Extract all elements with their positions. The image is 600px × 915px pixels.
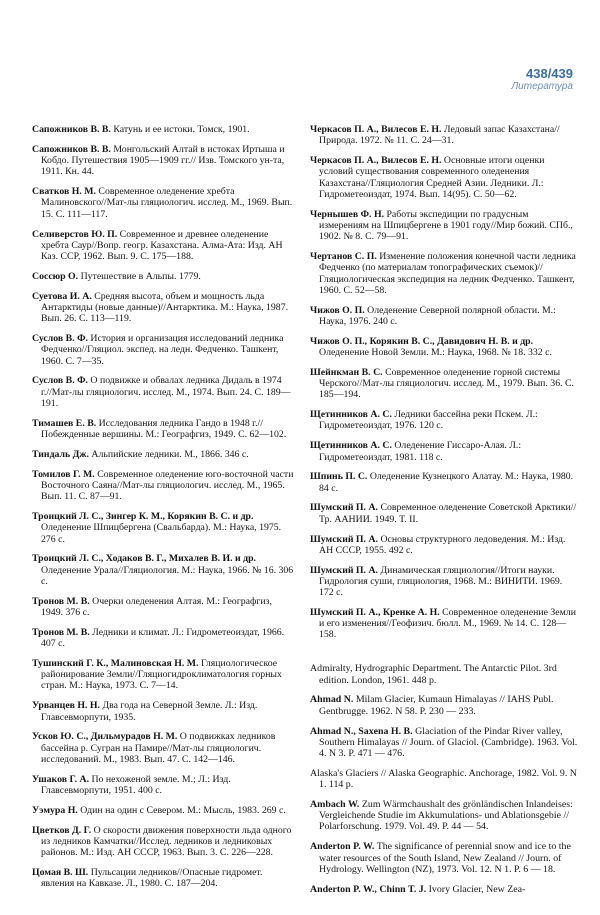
reference-text: Ледовый запас Казахстана//Природа. 1972. № 11. С. 24—31.	[319, 124, 560, 147]
reference-text: Оледенение Шпицбергена (Свальбарда). М.: Наука, 1975. 276 с.	[41, 522, 282, 545]
reference-text: Оледенение Новой Земли. М.: Наука, 1968. № 18. 332 с.	[319, 346, 552, 358]
reference-text: The significance of perennial snow and ice to the water resources of the South Island, New Zealand // Journ. of Hydrology. Wellington (NZ), 1973. Vol. 12. N 1. P. 6 — 18.	[319, 841, 571, 875]
reference-text: О подвижке и обвалах ледника Дидаль в 1974 г.//Мат-лы гляциологич. исслед. М., 1974. Вып. 24. С. 189—191.	[41, 375, 291, 409]
reference-text: Средняя высота, объем и мощность льда Антарктиды (новые данные)//Антарктика. М.: Наука, 1987. Вып. 26. С. 113—119.	[41, 290, 289, 325]
page-number: 438/439	[526, 66, 573, 81]
reference-entry	[310, 502, 578, 525]
reference-author: Сватков Н. М.	[32, 186, 96, 198]
reference-text: История и организация исследований ледника Федченко//Гляциол. экспед. на ледн. Федченко. Ташкент, 1960. С. 7—35.	[41, 333, 284, 367]
reference-author: Тиндаль Дж.	[32, 448, 89, 460]
reference-entry	[32, 375, 294, 409]
reference-entry	[310, 694, 578, 717]
reference-author: Тронов М. В.	[32, 595, 90, 607]
reference-author: Усков Ю. С., Дильмурадов Н. М.	[32, 731, 178, 743]
reference-text: Современное оледенение хребта Малиновского//Мат-лы гляциологич. исслед. М., 1969. Вып. 15. С. 111—117.	[41, 186, 293, 220]
reference-author: Цомая В. Ш.	[32, 866, 89, 878]
reference-author: Ambach W.	[310, 798, 360, 810]
reference-entry	[310, 534, 578, 557]
reference-entry	[32, 867, 294, 890]
page-header	[511, 66, 573, 93]
reference-author: Шумский П. А.	[310, 564, 378, 576]
reference-entry	[310, 607, 578, 641]
reference-text: Ледники и климат. Л.: Гидрометеоиздат, 1966. 407 с.	[41, 626, 285, 650]
reference-text: Исследования ледника Гандо в 1948 г.//Побежденные вершины. М.: Географгиз, 1949. С. 62—102.	[41, 417, 287, 440]
reference-text: О скорости движения поверхности льда одного из ледников Камчатки//Исслед. ледников и ледниковых районов. М.: Изд. АН СССР, 1963. Вып. 3. С. 226—228.	[41, 824, 292, 859]
reference-author: Суетова И. А.	[32, 290, 92, 302]
reference-author: Цветков Д. Г.	[32, 824, 92, 836]
reference-entry	[32, 627, 294, 650]
reference-text: Milam Glacier, Kumaun Himalayas // IAHS Publ. Gentbrugge. 1962. N 58. P. 230 — 233.	[319, 694, 554, 717]
reference-author: Суслов В. Ф.	[32, 333, 88, 345]
reference-entry	[32, 271, 294, 282]
reference-entry	[32, 700, 294, 723]
reference-entry	[310, 367, 578, 401]
reference-author: Сапожников В. В.	[32, 124, 111, 135]
reference-entry	[310, 663, 578, 686]
russian-references	[310, 124, 578, 641]
reference-entry	[310, 251, 578, 296]
reference-text: Путешествие в Альпы. 1779.	[80, 270, 201, 282]
reference-text: Современное оледенение Земли и его изменения//Геофизич. бюлл. М., 1969. № 14. С. 128—158.	[319, 606, 576, 641]
reference-text: Оледенение Гиссаро-Алая. Л.: Гидрометеоиздат, 1981. 118 с.	[319, 440, 522, 463]
reference-author: Шумский П. А.	[310, 502, 378, 514]
reference-entry	[32, 553, 294, 587]
reference-text: Современное оледенение юго-восточной части Восточного Саяна//Мат-лы гляциологич. исслед. М., 1965. Вып. 11. С. 87—91.	[41, 468, 294, 503]
reference-entry	[32, 291, 294, 325]
right-column	[310, 124, 578, 903]
reference-author: Тушинский Г. К., Малиновская Н. М.	[32, 657, 199, 669]
reference-author: Чижов О. П., Корякин В. С., Давидович Н. В. и др.	[310, 335, 534, 347]
reference-text: Glaciation of the Pindar River valley, Southern Himalayas // Journ. of Glaciol. (Cambridge). 1963. Vol. 4. N 3. P. 471 — 476.	[319, 725, 578, 759]
reference-author: Anderton P. W.	[310, 841, 375, 853]
reference-author: Чертанов С. П.	[310, 251, 377, 263]
reference-entry	[32, 774, 294, 797]
reference-entry	[32, 124, 294, 135]
reference-text: Основные итоги оценки условий существования современного оледенения Казахстана//Гляциология Средней Азии. Ледники. Л.: Гидрометеоиздат, 1974. Вып. 14(95). С. 50—62.	[319, 155, 545, 200]
reference-entry	[310, 305, 578, 328]
reference-author: Шумский П. А., Кренке А. Н.	[310, 606, 440, 618]
reference-text: Гляциологическое районирование Земли//Гляциогидроклиматология горных стран. М.: Наука, 1973. С. 7—14.	[41, 657, 282, 692]
reference-author: Томилов Г. М.	[32, 468, 95, 480]
reference-text: Один на один с Севером. М.: Мысль, 1983. 269 с.	[80, 804, 286, 816]
reference-author: Тронов М. В.	[32, 626, 90, 638]
section-gap	[310, 649, 578, 663]
reference-author: Соссюр О.	[32, 270, 79, 282]
reference-entry	[310, 565, 578, 599]
reference-text: Alaska's Glaciers // Alaska Geographic. Anchorage, 1982. Vol. 9. N 1. 114 p.	[310, 767, 577, 791]
reference-entry	[310, 409, 578, 432]
reference-author: Троицкий Л. С., Зингер К. М., Корякин В. С. и др.	[32, 511, 254, 523]
reference-entry	[310, 884, 578, 895]
reference-entry	[32, 418, 294, 441]
reference-text: Альпийские ледники. М., 1866. 346 с.	[91, 448, 249, 460]
reference-entry	[310, 799, 578, 833]
reference-entry	[32, 596, 294, 619]
reference-text: Оледенение Северной полярной области. М.: Наука, 1976. 240 с.	[319, 304, 556, 327]
reference-text: Основы структурного ледоведения. М.: Изд. АН СССР, 1955. 492 с.	[319, 533, 566, 556]
latin-references	[310, 663, 578, 895]
reference-entry	[32, 229, 294, 263]
reference-entry	[310, 471, 578, 494]
reference-entry	[310, 155, 578, 200]
reference-text: Ледники бассейна реки Пскем. Л.: Гидрометеоиздат, 1976. 120 с.	[319, 409, 538, 432]
reference-entry	[310, 841, 578, 875]
reference-author: Ahmad N., Saxena H. B.	[310, 725, 413, 737]
reference-entry	[310, 726, 578, 760]
reference-text: Современное оледенение горной системы Черского//Мат-лы гляциологич. исслед. М., 1979. Вып. 36. С. 185—194.	[319, 366, 574, 401]
reference-text: Очерки оледенения Алтая. М.: Географгиз, 1949. 376 с.	[41, 595, 272, 618]
reference-entry	[310, 336, 578, 359]
reference-text: Оледенение Кузнецкого Алатау. М.: Наука, 1980. 84 с.	[319, 471, 574, 494]
reference-author: Суслов В. Ф.	[32, 375, 88, 387]
reference-entry	[310, 124, 578, 147]
reference-author: Черкасов П. А., Вилесов Е. Н.	[310, 155, 442, 167]
reference-entry	[32, 449, 294, 460]
reference-text: Современное и древнее оледенение хребта Саур//Вопр. геогр. Казахстана. Алма-Ата: Изд. АН Каз. ССР, 1962. Вып. 9. С. 175—188.	[41, 228, 283, 263]
reference-text: Современное оледенение Советской Арктики//Тр. ААНИИ. 1949. Т. II.	[319, 502, 577, 525]
reference-author: Троицкий Л. С., Ходаков В. Г., Михалев В. И. и др.	[32, 553, 256, 565]
reference-entry	[310, 440, 578, 463]
reference-text: Оледенение Урала//Гляциология. М.: Наука, 1966. № 16. 306 с.	[41, 564, 294, 587]
reference-text: Динамическая гляциология//Итоги науки. Гидрология суши, гляциология, 1968. М.: ВИНИТИ. 1969. 172 с.	[319, 564, 563, 599]
reference-text: Монгольский Алтай в истоках Иртыша и Кобдо. Путешествия 1905—1909 гг.// Изв. Томского ун-та, 1911. Кн. 44.	[41, 143, 285, 178]
section-label: Литература	[511, 81, 573, 92]
reference-author: Ahmad N.	[310, 694, 354, 706]
reference-author: Шейнкман В. С.	[310, 366, 383, 378]
reference-entry	[32, 333, 294, 367]
reference-author: Селиверстов Ю. П.	[32, 228, 118, 240]
reference-entry	[32, 511, 294, 545]
reference-text: Admiralty, Hydrographic Department. The Antarctic Pilot. 3rd edition. London, 1961. 448 p.	[310, 663, 557, 686]
reference-author: Щетинников А. С.	[310, 409, 392, 421]
reference-author: Сапожников В. В.	[32, 143, 111, 155]
reference-text: Ivory Glacier, New Zea-	[428, 883, 526, 895]
reference-entry	[310, 209, 578, 243]
reference-text: Катунь и ее истоки. Томск, 1901.	[113, 124, 250, 135]
reference-text: Работы экспедиции по градусным измерениям на Шпицбергене в 1901 году//Мир божий. СПб., 1902. № 8. С. 79—91.	[319, 208, 573, 243]
reference-author: Чижов О. П.	[310, 304, 365, 316]
reference-text: О подвижках ледников бассейна р. Сугран на Памире//Мат-лы гляциологич. исследований. М., 1983. Вып. 47. С. 142—146.	[41, 731, 276, 765]
reference-author: Чернышев Ф. Н.	[310, 208, 385, 220]
left-column	[32, 124, 294, 898]
reference-text: Zum Wärmchaushalt des grönländischen Inlandeises: Vergleichende Studie im Akkumulations- und Ablationsgebie // Polarforschung. 1979. Vol. 49. P. 44 — 54.	[319, 798, 573, 833]
reference-author: Anderton P. W., Chinn T. J.	[310, 883, 427, 895]
reference-text: Пульсации ледников//Опасные гидромет. явления на Кавказе. Л., 1980. С. 187—204.	[41, 866, 263, 890]
reference-author: Черкасов П. А., Вилесов Е. Н.	[310, 124, 442, 135]
reference-text: Изменение положения конечной части ледника Федченко (по материалам топографических съемок)//Гляциологическая экспедиция на ледник Федченко. Ташкент, 1960. С. 52—58.	[319, 251, 576, 296]
reference-author: Щетинников А. С.	[310, 440, 392, 452]
reference-text: По нехоженой земле. М.; Л.: Изд. Главсевморпути, 1951. 400 с.	[41, 773, 231, 796]
reference-entry	[32, 469, 294, 503]
reference-entry	[32, 186, 294, 220]
reference-author: Шпинь П. С.	[310, 471, 368, 483]
reference-entry	[310, 768, 578, 791]
reference-author: Урванцев Н. Н.	[32, 700, 100, 712]
reference-entry	[32, 731, 294, 765]
reference-entry	[32, 805, 294, 816]
reference-entry	[32, 658, 294, 692]
reference-text: Два года на Северной Земле. Л.: Изд. Главсевморпути, 1935.	[41, 700, 258, 723]
reference-author: Тимашев Е. В.	[32, 417, 97, 429]
reference-entry	[32, 825, 294, 859]
reference-author: Шумский П. А.	[310, 533, 378, 545]
reference-author: Уэмура Н.	[32, 804, 78, 816]
reference-author: Ушаков Г. А.	[32, 773, 90, 785]
reference-entry	[32, 144, 294, 178]
